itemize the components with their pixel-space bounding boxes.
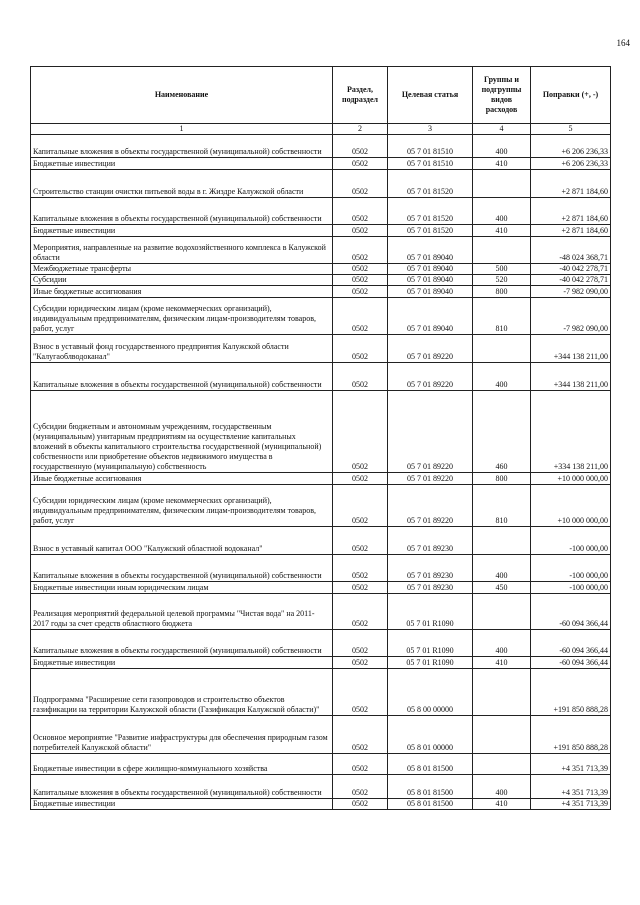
row-name: Субсидии бюджетным и автономным учреждениям, государственным (муниципальным) унитарным предприятиям на осуществление капитальных вложений в объекты капитального строительства государственной (муниципальной) собственности или приобретение объектов недвижимого имущества в государственную (муниципальную) собственность bbox=[31, 391, 333, 473]
row-target: 05 8 01 81500 bbox=[388, 799, 473, 810]
row-target: 05 7 01 89220 bbox=[388, 335, 473, 363]
row-name: Капитальные вложения в объекты государственной (муниципальной) собственности bbox=[31, 775, 333, 799]
row-group: 410 bbox=[473, 657, 531, 669]
row-group: 800 bbox=[473, 286, 531, 298]
row-group: 400 bbox=[473, 555, 531, 582]
row-name: Бюджетные инвестиции bbox=[31, 799, 333, 810]
row-group: 410 bbox=[473, 799, 531, 810]
row-section: 0502 bbox=[333, 158, 388, 170]
table-row bbox=[31, 264, 611, 275]
row-section: 0502 bbox=[333, 237, 388, 264]
column-number: 1 bbox=[31, 124, 333, 135]
row-target: 05 7 01 89230 bbox=[388, 527, 473, 555]
row-group: 400 bbox=[473, 630, 531, 657]
row-name: Реализация мероприятий федеральной целевой программы "Чистая вода" на 2011-2017 годы за счет средств областного бюджета bbox=[31, 594, 333, 630]
table-row bbox=[31, 170, 611, 198]
row-amount: -60 094 366,44 bbox=[531, 657, 611, 669]
row-group: 400 bbox=[473, 775, 531, 799]
row-section: 0502 bbox=[333, 170, 388, 198]
column-number: 5 bbox=[531, 124, 611, 135]
table-body bbox=[31, 135, 611, 810]
row-name: Бюджетные инвестиции bbox=[31, 225, 333, 237]
row-name: Капитальные вложения в объекты государственной (муниципальной) собственности bbox=[31, 363, 333, 391]
row-target: 05 7 01 89040 bbox=[388, 286, 473, 298]
row-section: 0502 bbox=[333, 363, 388, 391]
row-name: Субсидии bbox=[31, 275, 333, 286]
row-group bbox=[473, 170, 531, 198]
table-row bbox=[31, 158, 611, 170]
row-group bbox=[473, 716, 531, 754]
table-row bbox=[31, 391, 611, 473]
row-target: 05 7 01 R1090 bbox=[388, 657, 473, 669]
row-group bbox=[473, 754, 531, 775]
row-target: 05 7 01 R1090 bbox=[388, 594, 473, 630]
budget-amendments-table bbox=[30, 66, 611, 810]
row-name: Капитальные вложения в объекты государственной (муниципальной) собственности bbox=[31, 555, 333, 582]
table-row bbox=[31, 527, 611, 555]
row-amount: -60 094 366,44 bbox=[531, 594, 611, 630]
row-section: 0502 bbox=[333, 198, 388, 225]
header-target: Целевая статья bbox=[388, 67, 473, 124]
table-row bbox=[31, 298, 611, 335]
row-target: 05 7 01 81510 bbox=[388, 158, 473, 170]
row-amount: -60 094 366,44 bbox=[531, 630, 611, 657]
row-target: 05 7 01 89220 bbox=[388, 473, 473, 485]
row-amount: -40 042 278,71 bbox=[531, 275, 611, 286]
row-group: 410 bbox=[473, 158, 531, 170]
row-amount: +334 138 211,00 bbox=[531, 391, 611, 473]
row-section: 0502 bbox=[333, 264, 388, 275]
row-group bbox=[473, 335, 531, 363]
row-target: 05 7 01 89230 bbox=[388, 582, 473, 594]
row-amount: -7 982 090,00 bbox=[531, 286, 611, 298]
row-section: 0502 bbox=[333, 298, 388, 335]
header-name: Наименование bbox=[31, 67, 333, 124]
row-section: 0502 bbox=[333, 286, 388, 298]
row-name: Взнос в уставный капитал ООО "Калужский областной водоканал" bbox=[31, 527, 333, 555]
table-row bbox=[31, 335, 611, 363]
table-row bbox=[31, 582, 611, 594]
row-name: Субсидии юридическим лицам (кроме некоммерческих организаций), индивидуальным предпринимателям, физическим лицам-производителям товаров, работ, услуг bbox=[31, 298, 333, 335]
table-row bbox=[31, 754, 611, 775]
row-group bbox=[473, 527, 531, 555]
row-group: 810 bbox=[473, 485, 531, 527]
table-row bbox=[31, 799, 611, 810]
row-target: 05 7 01 89040 bbox=[388, 298, 473, 335]
row-target: 05 7 01 R1090 bbox=[388, 630, 473, 657]
row-section: 0502 bbox=[333, 754, 388, 775]
column-number: 2 bbox=[333, 124, 388, 135]
row-group: 410 bbox=[473, 225, 531, 237]
row-amount: -7 982 090,00 bbox=[531, 298, 611, 335]
row-amount: -40 042 278,71 bbox=[531, 264, 611, 275]
table-row bbox=[31, 657, 611, 669]
row-name: Строительство станции очистки питьевой воды в г. Жиздре Калужской области bbox=[31, 170, 333, 198]
row-section: 0502 bbox=[333, 275, 388, 286]
row-target: 05 8 00 00000 bbox=[388, 669, 473, 716]
row-amount: +10 000 000,00 bbox=[531, 473, 611, 485]
row-amount: +344 138 211,00 bbox=[531, 335, 611, 363]
row-section: 0502 bbox=[333, 582, 388, 594]
table-row bbox=[31, 716, 611, 754]
row-name: Межбюджетные трансферты bbox=[31, 264, 333, 275]
table-row bbox=[31, 555, 611, 582]
row-section: 0502 bbox=[333, 555, 388, 582]
row-amount: +6 206 236,33 bbox=[531, 158, 611, 170]
row-section: 0502 bbox=[333, 775, 388, 799]
table-row bbox=[31, 286, 611, 298]
row-group bbox=[473, 237, 531, 264]
row-amount: +4 351 713,39 bbox=[531, 775, 611, 799]
table-row bbox=[31, 237, 611, 264]
table-row bbox=[31, 363, 611, 391]
table-row bbox=[31, 630, 611, 657]
row-target: 05 7 01 89220 bbox=[388, 363, 473, 391]
row-name: Бюджетные инвестиции иным юридическим лицам bbox=[31, 582, 333, 594]
row-group: 520 bbox=[473, 275, 531, 286]
row-name: Бюджетные инвестиции bbox=[31, 657, 333, 669]
row-target: 05 8 01 81500 bbox=[388, 754, 473, 775]
row-section: 0502 bbox=[333, 657, 388, 669]
row-target: 05 7 01 89220 bbox=[388, 391, 473, 473]
row-name: Бюджетные инвестиции bbox=[31, 158, 333, 170]
row-target: 05 8 01 00000 bbox=[388, 716, 473, 754]
table-row bbox=[31, 775, 611, 799]
row-section: 0502 bbox=[333, 799, 388, 810]
row-name: Субсидии юридическим лицам (кроме некоммерческих организаций), индивидуальным предпринимателям, физическим лицам-производителям товаров, работ, услуг bbox=[31, 485, 333, 527]
row-group: 810 bbox=[473, 298, 531, 335]
row-name: Иные бюджетные ассигнования bbox=[31, 286, 333, 298]
table-row bbox=[31, 135, 611, 158]
row-target: 05 7 01 81520 bbox=[388, 225, 473, 237]
row-target: 05 7 01 89040 bbox=[388, 237, 473, 264]
row-amount: +4 351 713,39 bbox=[531, 799, 611, 810]
row-amount: +344 138 211,00 bbox=[531, 363, 611, 391]
row-amount: +4 351 713,39 bbox=[531, 754, 611, 775]
row-amount: -48 024 368,71 bbox=[531, 237, 611, 264]
row-section: 0502 bbox=[333, 485, 388, 527]
row-group: 800 bbox=[473, 473, 531, 485]
row-section: 0502 bbox=[333, 225, 388, 237]
row-group: 400 bbox=[473, 135, 531, 158]
row-group: 400 bbox=[473, 363, 531, 391]
table-row bbox=[31, 669, 611, 716]
row-amount: +10 000 000,00 bbox=[531, 485, 611, 527]
header-groups: Группы и подгруппы видов расходов bbox=[473, 67, 531, 124]
row-target: 05 7 01 89220 bbox=[388, 485, 473, 527]
row-amount: +2 871 184,60 bbox=[531, 198, 611, 225]
row-name: Капитальные вложения в объекты государственной (муниципальной) собственности bbox=[31, 198, 333, 225]
row-name: Подпрограмма "Расширение сети газопроводов и строительство объектов газификации на территории Калужской области (Газификация Калужской области)" bbox=[31, 669, 333, 716]
row-section: 0502 bbox=[333, 391, 388, 473]
row-amount: -100 000,00 bbox=[531, 555, 611, 582]
row-name: Взнос в уставный фонд государственного предприятия Калужской области "Калугаоблводоканал" bbox=[31, 335, 333, 363]
row-amount: +191 850 888,28 bbox=[531, 669, 611, 716]
row-target: 05 7 01 81520 bbox=[388, 198, 473, 225]
row-section: 0502 bbox=[333, 135, 388, 158]
row-group bbox=[473, 669, 531, 716]
table-row bbox=[31, 594, 611, 630]
header-section: Раздел, подраздел bbox=[333, 67, 388, 124]
header-amendments: Поправки (+, -) bbox=[531, 67, 611, 124]
row-target: 05 7 01 89040 bbox=[388, 264, 473, 275]
row-group: 500 bbox=[473, 264, 531, 275]
row-target: 05 7 01 89230 bbox=[388, 555, 473, 582]
row-target: 05 7 01 89040 bbox=[388, 275, 473, 286]
row-target: 05 7 01 81510 bbox=[388, 135, 473, 158]
row-section: 0502 bbox=[333, 716, 388, 754]
row-section: 0502 bbox=[333, 669, 388, 716]
row-group: 400 bbox=[473, 198, 531, 225]
row-amount: +2 871 184,60 bbox=[531, 225, 611, 237]
row-group bbox=[473, 594, 531, 630]
row-amount: -100 000,00 bbox=[531, 527, 611, 555]
row-amount: +6 206 236,33 bbox=[531, 135, 611, 158]
row-target: 05 8 01 81500 bbox=[388, 775, 473, 799]
row-group: 450 bbox=[473, 582, 531, 594]
row-name: Основное мероприятие "Развитие инфраструктуры для обеспечения природным газом потребителей Калужской области" bbox=[31, 716, 333, 754]
row-name: Капитальные вложения в объекты государственной (муниципальной) собственности bbox=[31, 135, 333, 158]
row-amount: -100 000,00 bbox=[531, 582, 611, 594]
row-amount: +191 850 888,28 bbox=[531, 716, 611, 754]
row-name: Бюджетные инвестиции в сфере жилищно-коммунального хозяйства bbox=[31, 754, 333, 775]
row-section: 0502 bbox=[333, 630, 388, 657]
row-section: 0502 bbox=[333, 527, 388, 555]
column-number: 4 bbox=[473, 124, 531, 135]
table-row bbox=[31, 198, 611, 225]
page-number: 164 bbox=[616, 38, 630, 48]
table-row bbox=[31, 473, 611, 485]
row-target: 05 7 01 81520 bbox=[388, 170, 473, 198]
row-name: Иные бюджетные ассигнования bbox=[31, 473, 333, 485]
row-section: 0502 bbox=[333, 594, 388, 630]
row-amount: +2 871 184,60 bbox=[531, 170, 611, 198]
table-row bbox=[31, 225, 611, 237]
row-name: Мероприятия, направленные на развитие водохозяйственного комплекса в Калужской области bbox=[31, 237, 333, 264]
column-number: 3 bbox=[388, 124, 473, 135]
row-group: 460 bbox=[473, 391, 531, 473]
table-row bbox=[31, 485, 611, 527]
table-row bbox=[31, 275, 611, 286]
row-name: Капитальные вложения в объекты государственной (муниципальной) собственности bbox=[31, 630, 333, 657]
row-section: 0502 bbox=[333, 473, 388, 485]
row-section: 0502 bbox=[333, 335, 388, 363]
